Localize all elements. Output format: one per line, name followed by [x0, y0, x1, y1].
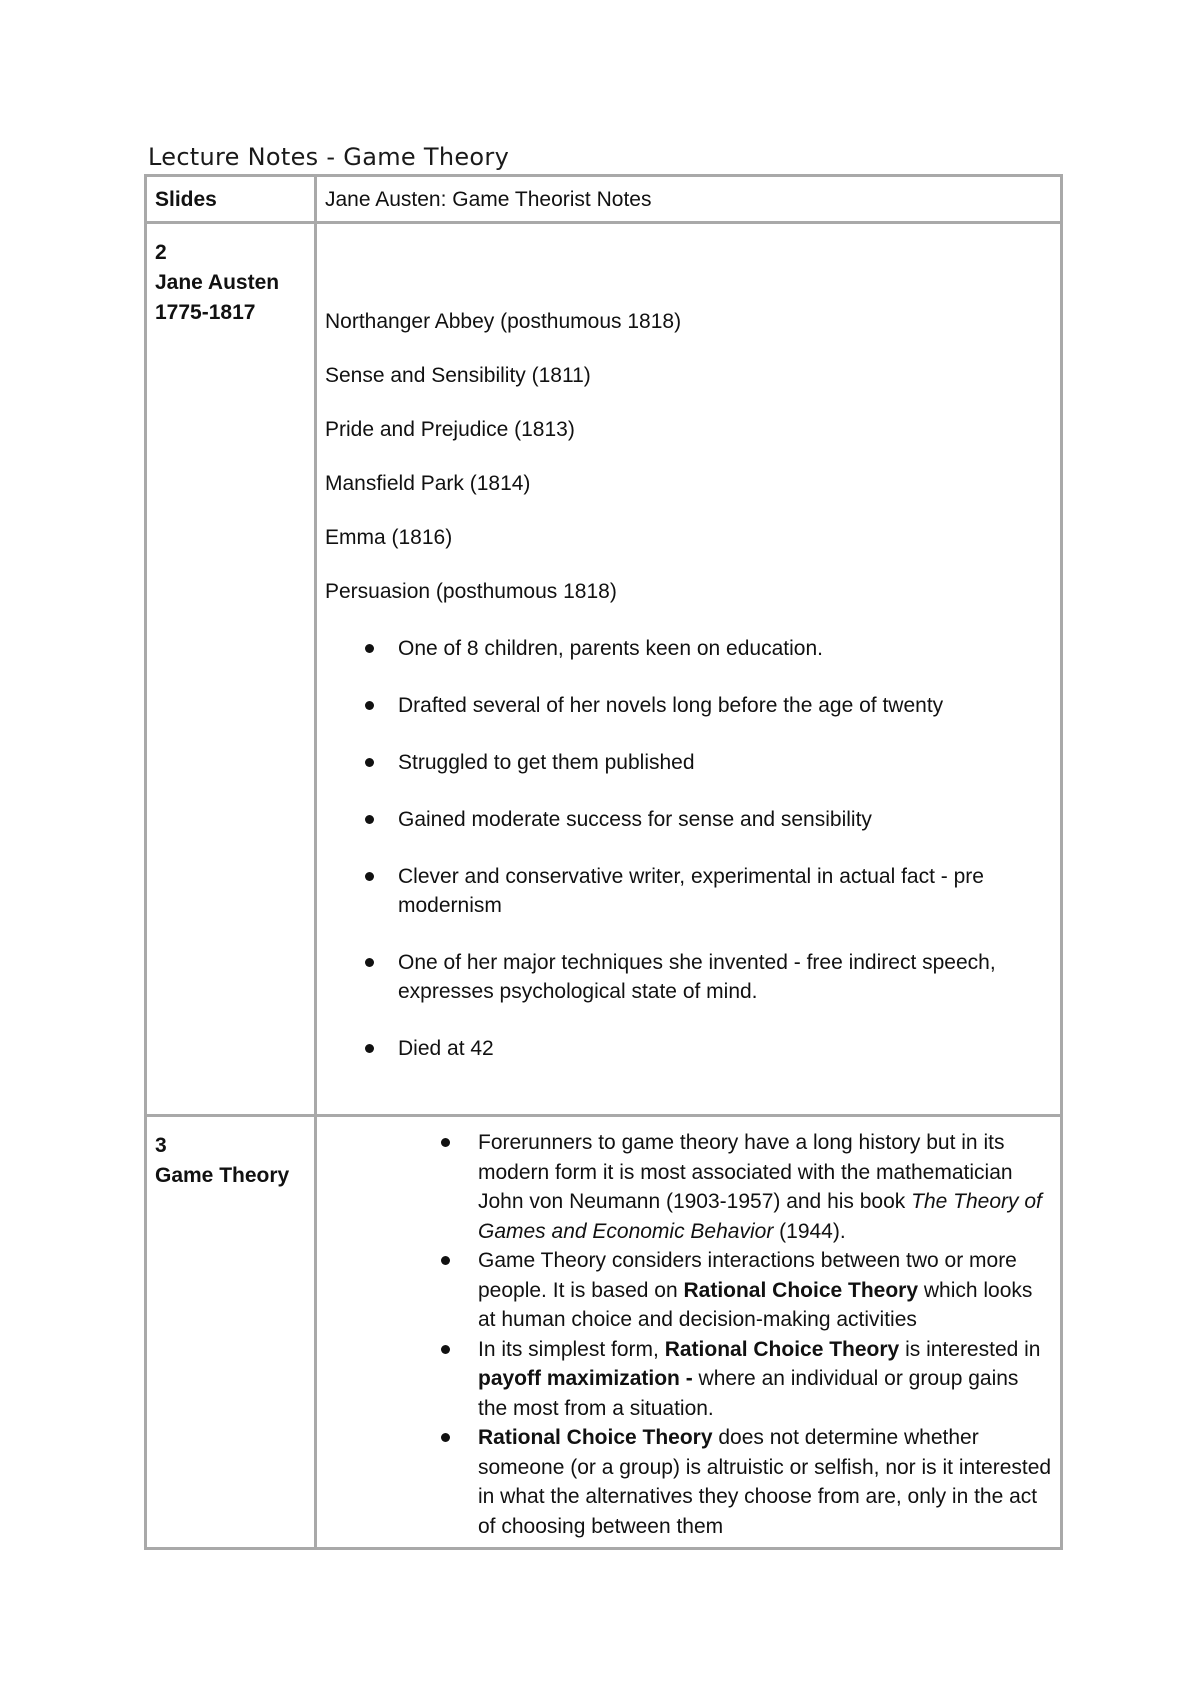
bullet-item	[439, 1128, 1052, 1246]
table-row-slide-2	[146, 223, 1062, 1116]
table-header-row	[146, 176, 1062, 223]
bullet-item: Gained moderate success for sense and sensibility	[365, 805, 1052, 834]
header-cell-notes	[316, 176, 1062, 223]
bold-term: Rational Choice Theory	[683, 1278, 919, 1302]
bullet-text: Game Theory considers interactions between two or more people. It is based on	[478, 1249, 1017, 1302]
slide-title: Game Theory	[155, 1164, 290, 1187]
bullet-text: where an individual or group gains the most from a situation.	[478, 1367, 1019, 1420]
document-title: Lecture Notes - Game Theory	[148, 143, 510, 171]
bullet-text: In its simplest form,	[478, 1337, 665, 1361]
bullet-item	[439, 1335, 1052, 1424]
austen-bullet-list	[325, 634, 1052, 1063]
bullet-text: which looks at human choice and decision-making activities	[478, 1278, 1033, 1331]
slide-number: 3	[155, 1134, 167, 1157]
slide-cell	[146, 1116, 316, 1549]
bold-term: Rational Choice Theory	[664, 1337, 900, 1361]
lecture-notes-table	[144, 174, 1063, 1550]
novel-item: Persuasion (posthumous 1818)	[325, 580, 617, 603]
header-slides-label: Slides	[155, 188, 217, 211]
slide-title: Jane Austen	[155, 271, 280, 294]
novel-item: Mansfield Park (1814)	[325, 472, 531, 495]
bullet-item: One of her major techniques she invented - free indirect speech, expresses psychological state of mind.	[365, 948, 1052, 1006]
bullet-item	[439, 1246, 1052, 1335]
slide-cell	[146, 223, 316, 1116]
slide-number: 2	[155, 241, 167, 264]
header-notes-label: Jane Austen: Game Theorist Notes	[325, 188, 652, 211]
bullet-text: Forerunners to game theory have a long history but in its modern form it is most associated with the mathematician John von Neumann (1903-1957) and his book	[478, 1131, 1013, 1213]
novel-item: Sense and Sensibility (1811)	[325, 364, 591, 387]
bold-term: Rational Choice Theory	[478, 1426, 713, 1449]
bullet-text: (1944).	[773, 1219, 846, 1243]
novel-item: Pride and Prejudice (1813)	[325, 418, 575, 441]
bullet-text: is interested in	[899, 1337, 1041, 1361]
bullet-text: does not determine whether someone (or a group) is altruistic or selfish, nor is it interested in what the alternatives they choose from are, only in the act of choosing between them	[478, 1426, 1052, 1538]
bullet-item: Struggled to get them published	[365, 748, 1052, 777]
novel-item: Northanger Abbey (posthumous 1818)	[325, 310, 682, 333]
game-theory-bullet-list	[325, 1128, 1052, 1541]
book-title: The Theory of Games and Economic Behavior	[478, 1190, 1042, 1243]
bullet-item: Died at 42	[365, 1034, 1052, 1063]
bullet-item	[439, 1423, 1052, 1541]
notes-cell	[316, 1116, 1062, 1549]
table-row-slide-3	[146, 1116, 1062, 1549]
novel-item: Emma (1816)	[325, 526, 453, 549]
header-cell-slides	[146, 176, 316, 223]
bullet-item: Drafted several of her novels long before the age of twenty	[365, 691, 1052, 720]
bold-term: payoff maximization -	[478, 1367, 693, 1390]
notes-cell	[316, 223, 1062, 1116]
bullet-item: One of 8 children, parents keen on education.	[365, 634, 1052, 663]
bullet-item: Clever and conservative writer, experimental in actual fact - pre modernism	[365, 862, 1052, 920]
slide-dates: 1775-1817	[155, 301, 256, 324]
